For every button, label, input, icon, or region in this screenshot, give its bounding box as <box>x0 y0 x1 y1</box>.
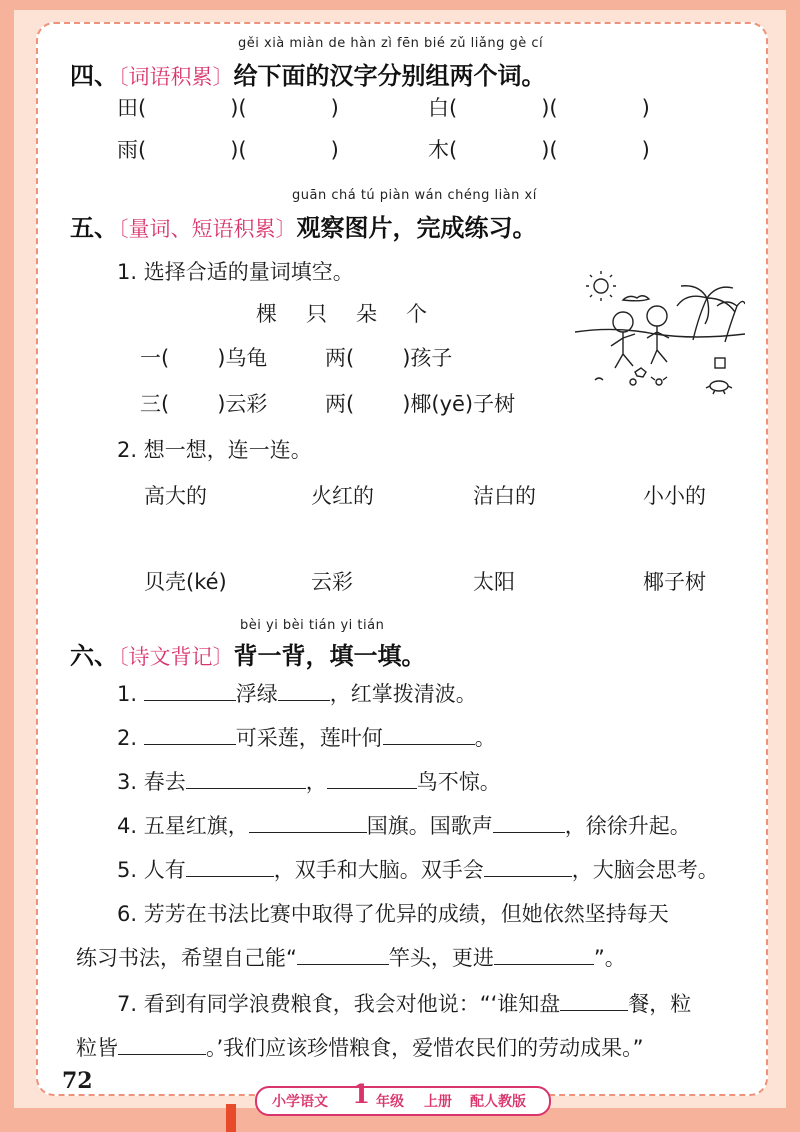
question-7-line-1: 7. 看到有同学浪费粮食，我会对他说：“‘谁知盘 餐，粒 <box>117 992 692 1016</box>
char-label: 白 <box>428 96 449 120</box>
section5-pinyin: guān chá tú piàn wán chéng liàn xí <box>292 188 537 203</box>
paren-blank[interactable]: ( )( ) <box>449 96 650 120</box>
turtle-icon <box>710 381 728 391</box>
match-top-item[interactable]: 火红的 <box>311 484 374 508</box>
footer-term: 上册 <box>424 1094 452 1110</box>
beach-illustration <box>575 270 745 400</box>
word-group-row <box>117 92 339 122</box>
footer-subject: 小学语文 <box>272 1094 328 1110</box>
section4-heading <box>70 56 546 91</box>
measure-item-2: 两( )孩子 <box>325 346 453 370</box>
child-icon <box>613 312 633 332</box>
fill-blank[interactable] <box>144 724 236 745</box>
match-top-item[interactable]: 高大的 <box>144 484 207 508</box>
paren-blank[interactable]: ( )( ) <box>449 138 650 162</box>
match-bottom-item[interactable]: 太阳 <box>473 570 515 594</box>
section4-tag: 〔词语积累〕 <box>118 65 234 89</box>
measure-item-3: 三( )云彩 <box>140 392 268 416</box>
section5-heading <box>70 208 537 243</box>
fill-blank[interactable] <box>327 768 417 789</box>
match-bottom-item[interactable]: 贝壳(ké) <box>144 570 227 594</box>
section5-title: 观察图片，完成练习。 <box>296 214 537 242</box>
char-label: 雨 <box>117 138 138 162</box>
char-label: 木 <box>428 138 449 162</box>
fill-blank[interactable] <box>494 944 594 965</box>
section6-tag: 〔诗文背记〕 <box>118 645 234 669</box>
fill-blank[interactable] <box>186 856 274 877</box>
fill-blank[interactable] <box>278 680 330 701</box>
section4-pinyin: gěi xià miàn de hàn zì fēn bié zǔ liǎng gè cí <box>238 36 544 51</box>
section6-heading <box>70 636 426 671</box>
paren-blank[interactable]: ( )( ) <box>138 96 339 120</box>
word-group-row <box>428 92 650 122</box>
fill-blank[interactable] <box>118 1034 206 1055</box>
fill-blank[interactable] <box>383 724 475 745</box>
paren-blank[interactable] <box>169 391 217 411</box>
worksheet-paper <box>36 22 768 1096</box>
paren-blank[interactable] <box>169 345 217 365</box>
cloud-icon <box>623 296 649 301</box>
fill-blank[interactable] <box>297 944 389 965</box>
q1-label: 1. 选择合适的量词填空。 <box>117 260 354 284</box>
sun-icon <box>594 279 608 293</box>
page-tab-marker <box>226 1104 236 1132</box>
fill-blank[interactable] <box>249 812 367 833</box>
question-6-line-2: 练习书法，希望自己能“ 竿头，更进 ”。 <box>76 946 626 970</box>
crab-icon <box>656 379 662 385</box>
section4-number: 四、 <box>70 62 118 90</box>
match-top-item[interactable]: 小小的 <box>643 484 706 508</box>
section6-pinyin: bèi yi bèi tián yi tián <box>240 618 385 633</box>
poem-line-5: 5. 人有 ，双手和大脑。双手会 ，大脑会思考。 <box>117 858 719 882</box>
fill-blank[interactable] <box>186 768 306 789</box>
footer-grade-number: 1 <box>352 1080 371 1110</box>
paren-blank[interactable] <box>354 391 402 411</box>
section5-number: 五、 <box>70 214 118 242</box>
footer-edition: 配人教版 <box>470 1094 526 1110</box>
palm-tree-icon <box>693 298 707 340</box>
fill-blank[interactable] <box>560 990 628 1011</box>
footer-grade: 年级 <box>376 1094 404 1110</box>
match-bottom-item[interactable]: 云彩 <box>311 570 353 594</box>
paren-blank[interactable] <box>354 345 402 365</box>
measure-item-4: 两( )椰(yē)子树 <box>325 392 516 416</box>
poem-line-4: 4. 五星红旗， 国旗。国歌声 ，徐徐升起。 <box>117 814 691 838</box>
fill-blank[interactable] <box>144 680 236 701</box>
poem-line-2: 2. 可采莲，莲叶何 。 <box>117 726 496 750</box>
word-group-row <box>428 134 650 164</box>
fill-blank[interactable] <box>493 812 565 833</box>
page-number: 72 <box>62 1068 93 1094</box>
section6-number: 六、 <box>70 642 118 670</box>
shell-icon <box>635 368 646 377</box>
measure-item-1: 一( )乌龟 <box>140 346 268 370</box>
match-bottom-item[interactable]: 椰子树 <box>643 570 706 594</box>
fill-blank[interactable] <box>484 856 572 877</box>
q2-label: 2. 想一想，连一连。 <box>117 438 312 462</box>
poem-line-3: 3. 春去 ， 鸟不惊。 <box>117 770 501 794</box>
section6-title: 背一背，填一填。 <box>233 642 426 670</box>
bucket-icon <box>715 358 725 368</box>
char-label: 田 <box>117 96 138 120</box>
poem-line-1: 1. 浮绿 ，红掌拨清波。 <box>117 682 477 706</box>
section4-title: 给下面的汉字分别组两个词。 <box>233 62 546 90</box>
question-7-line-2: 粒皆 。’我们应该珍惜粮食，爱惜农民们的劳动成果。” <box>76 1036 644 1060</box>
word-group-row <box>117 134 339 164</box>
match-top-item[interactable]: 洁白的 <box>473 484 536 508</box>
paren-blank[interactable]: ( )( ) <box>138 138 339 162</box>
measure-word-options: 棵 只 朵 个 <box>256 302 431 326</box>
section5-tag: 〔量词、短语积累〕 <box>118 217 297 241</box>
question-6-line-1: 6. 芳芳在书法比赛中取得了优异的成绩，但她依然坚持每天 <box>117 902 669 926</box>
